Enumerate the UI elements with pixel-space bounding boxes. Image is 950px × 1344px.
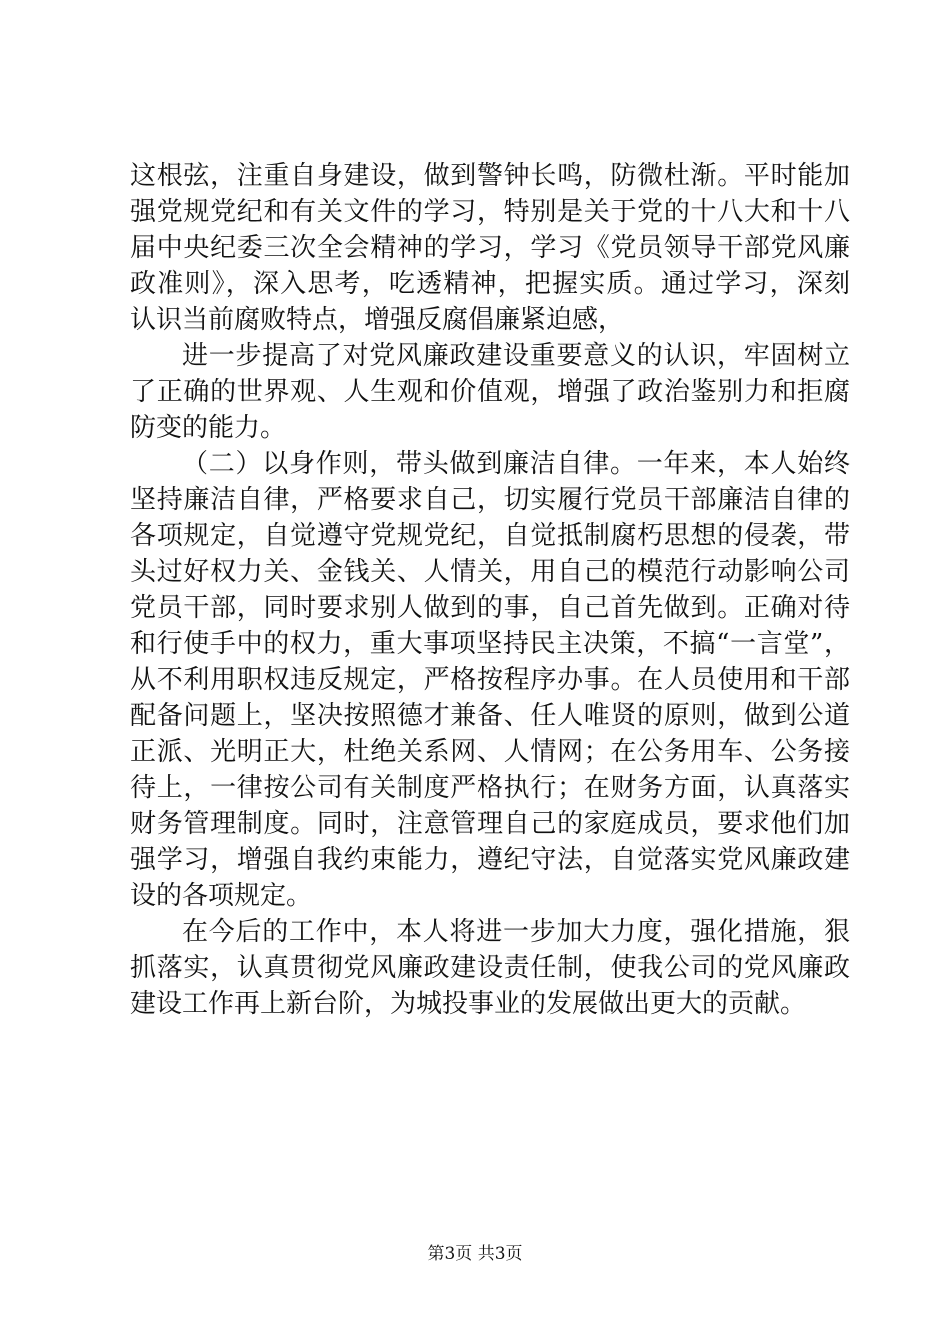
text-line: 待上，一律按公司有关制度严格执行；在财务方面，认真落实 [130, 773, 850, 803]
document-body [130, 158, 850, 1022]
text-line: 届中央纪委三次全会精神的学习，学习《党员领导干部党风廉 [130, 233, 850, 263]
text-line: 从不利用职权违反规定，严格按程序办事。在人员使用和干部 [130, 665, 850, 695]
text-line: 抓落实，认真贯彻党风廉政建设责任制，使我公司的党风廉政 [130, 953, 850, 983]
text-line: 正派、光明正大，杜绝关系网、人情网；在公务用车、公务接 [130, 737, 850, 767]
text-line: 设的各项规定。 [130, 881, 313, 911]
page-number-footer: 第3页 共3页 [427, 1244, 523, 1264]
text-line: 配备问题上，坚决按照德才兼备、任人唯贤的原则，做到公道 [130, 701, 850, 731]
text-line: 和行使手中的权力，重大事项坚持民主决策，不搞“一言堂”， [130, 629, 850, 659]
text-line: 政准则》，深入思考，吃透精神，把握实质。通过学习，深刻 [130, 269, 850, 299]
text-line: 认识当前腐败特点，增强反腐倡廉紧迫感， [130, 305, 625, 335]
text-line: 了正确的世界观、人生观和价值观，增强了政治鉴别力和拒腐 [130, 377, 850, 407]
text-line: 坚持廉洁自律，严格要求自己，切实履行党员干部廉洁自律的 [130, 485, 850, 515]
text-line: 建设工作再上新台阶，为城投事业的发展做出更大的贡献。 [130, 989, 807, 1019]
text-line: 头过好权力关、金钱关、人情关，用自己的模范行动影响公司 [130, 557, 850, 587]
text-line: 防变的能力。 [130, 413, 287, 443]
paragraph-first-line: 在今后的工作中，本人将进一步加大力度，强化措施，狠 [182, 917, 850, 947]
paragraph-first-line: 进一步提高了对党风廉政建设重要意义的认识，牢固树立 [182, 341, 850, 371]
text-line: 党员干部，同时要求别人做到的事，自己首先做到。正确对待 [130, 593, 850, 623]
paragraph-first-line: （二）以身作则，带头做到廉洁自律。一年来，本人始终 [182, 449, 850, 479]
text-line: 财务管理制度。同时，注意管理自己的家庭成员，要求他们加 [130, 809, 850, 839]
text-line: 强学习，增强自我约束能力，遵纪守法，自觉落实党风廉政建 [130, 845, 850, 875]
text-line: 这根弦，注重自身建设，做到警钟长鸣，防微杜渐。平时能加 [130, 161, 850, 191]
text-line: 各项规定，自觉遵守党规党纪，自觉抵制腐朽思想的侵袭，带 [130, 521, 850, 551]
text-line: 强党规党纪和有关文件的学习，特别是关于党的十八大和十八 [130, 197, 850, 227]
